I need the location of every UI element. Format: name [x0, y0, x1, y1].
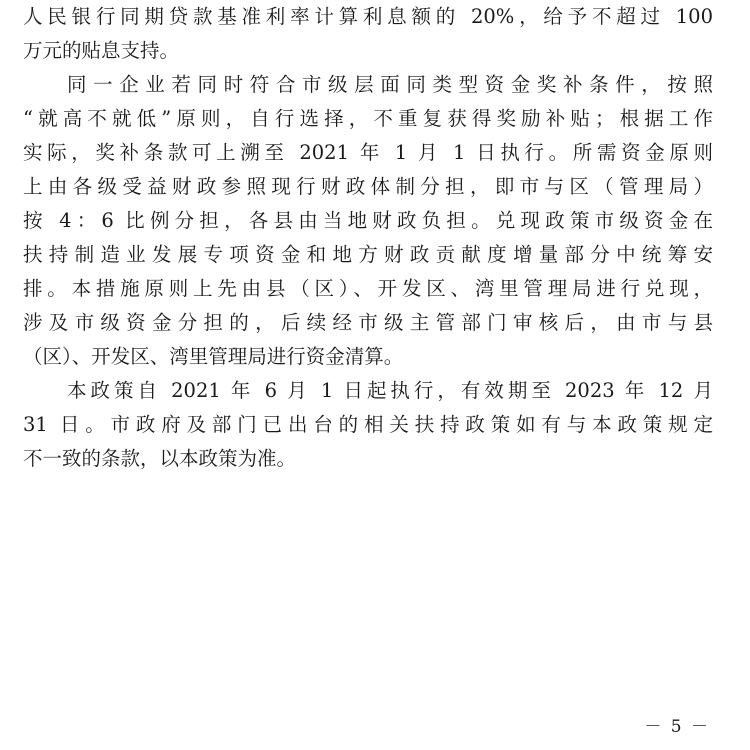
text-line: “就高不就低”原则，自行选择，不重复获得奖励补贴；根据工作	[23, 107, 713, 130]
text-line: 不一致的条款，以本政策为准。	[23, 447, 297, 470]
text-line: 涉及市级资金分担的，后续经市级主管部门审核后，由市与县	[23, 311, 713, 334]
text-line: 排。本措施原则上先由县（区）、开发区、湾里管理局进行兑现，	[23, 277, 713, 300]
text-line: 扶持制造业发展专项资金和地方财政贡献度增量部分中统筹安	[23, 243, 713, 266]
text-line: 万元的贴息支持。	[23, 39, 180, 62]
document-body	[23, 0, 713, 476]
text-line: 上由各级受益财政参照现行财政体制分担，即市与区（管理局）	[23, 175, 713, 198]
text-line: 同一企业若同时符合市级层面同类型资金奖补条件，按照	[67, 73, 713, 96]
page-number: － 5 －	[644, 717, 710, 737]
text-line: 人民银行同期贷款基准利率计算利息额的 20%，给予不超过 100	[23, 5, 713, 28]
text-line: 实际，奖补条款可上溯至 2021 年 1 月 1 日执行。所需资金原则	[23, 141, 713, 164]
text-line: 按 4：6 比例分担，各县由当地财政负担。兑现政策市级资金在	[23, 209, 713, 232]
text-line: 31 日。市政府及部门已出台的相关扶持政策如有与本政策规定	[23, 413, 713, 436]
text-line: 本政策自 2021 年 6 月 1 日起执行，有效期至 2023 年 12 月	[67, 379, 713, 402]
text-line: （区）、开发区、湾里管理局进行资金清算。	[23, 345, 404, 368]
